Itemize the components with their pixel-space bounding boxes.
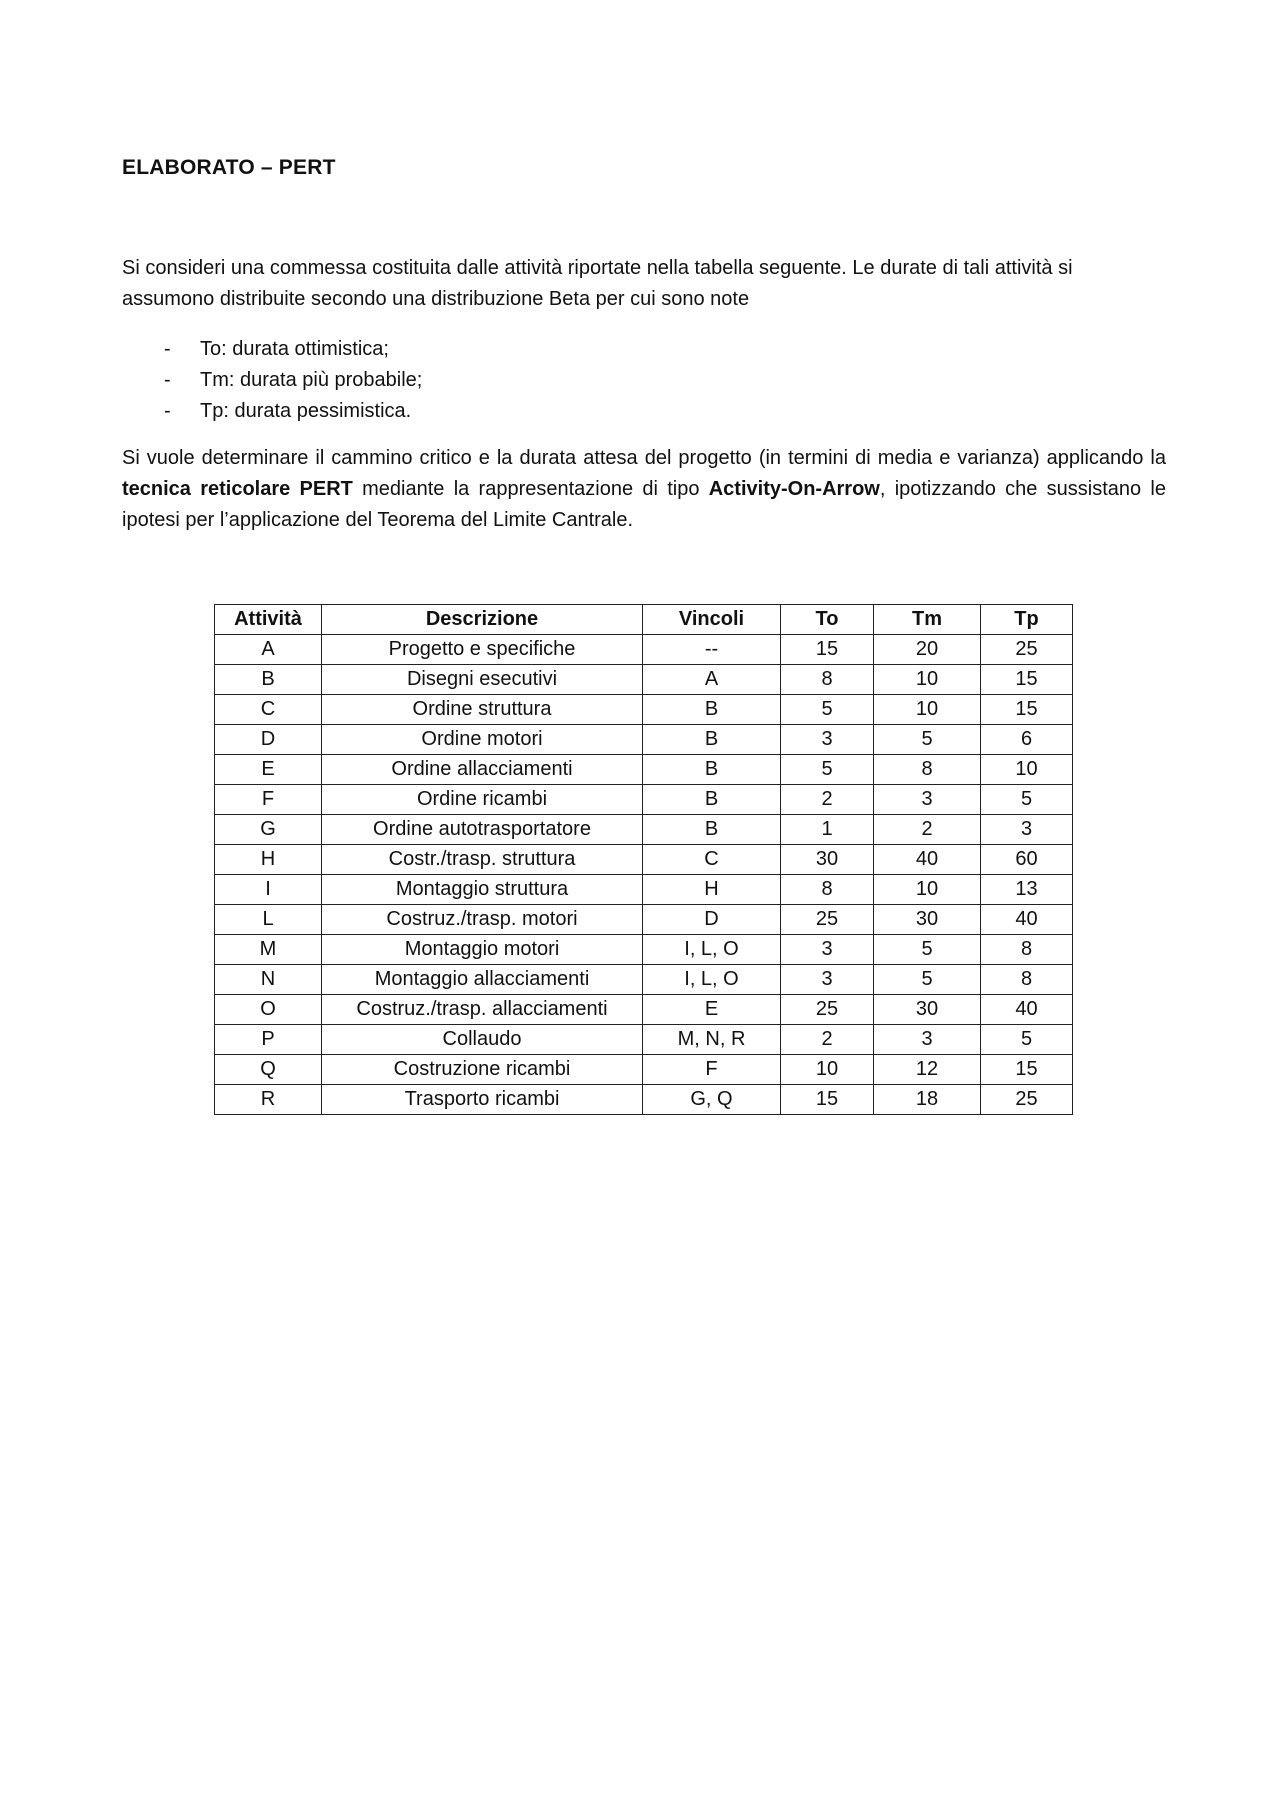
cell-attivita: Q	[215, 1055, 322, 1085]
cell-to: 2	[781, 1025, 874, 1055]
cell-attivita: F	[215, 785, 322, 815]
cell-tp: 15	[981, 695, 1073, 725]
cell-tp: 8	[981, 965, 1073, 995]
table-row	[215, 965, 1073, 995]
cell-tp: 25	[981, 1085, 1073, 1115]
cell-attivita: G	[215, 815, 322, 845]
cell-tm: 12	[874, 1055, 981, 1085]
cell-attivita: H	[215, 845, 322, 875]
cell-tp: 8	[981, 935, 1073, 965]
cell-attivita: I	[215, 875, 322, 905]
goal-bold-pert: tecnica reticolare PERT	[122, 478, 353, 500]
cell-vincoli: D	[643, 905, 781, 935]
cell-descrizione: Ordine struttura	[322, 695, 643, 725]
cell-vincoli: C	[643, 845, 781, 875]
cell-vincoli: H	[643, 875, 781, 905]
cell-attivita: P	[215, 1025, 322, 1055]
cell-tp: 3	[981, 815, 1073, 845]
table-row	[215, 755, 1073, 785]
list-item-text: Tp: durata pessimistica.	[200, 400, 412, 422]
header-attivita: Attività	[215, 605, 322, 635]
cell-tm: 10	[874, 875, 981, 905]
cell-to: 15	[781, 635, 874, 665]
cell-tm: 10	[874, 665, 981, 695]
intro-paragraph: Si consideri una commessa costituita dalle attività riportate nella tabella seguente. Le durate di tali attività si assumono distribuite secondo una distribuzione Beta per cui sono note	[122, 257, 1073, 310]
table-row	[215, 935, 1073, 965]
cell-to: 3	[781, 965, 874, 995]
cell-tp: 40	[981, 995, 1073, 1025]
header-descrizione: Descrizione	[322, 605, 643, 635]
cell-attivita: N	[215, 965, 322, 995]
table-row	[215, 815, 1073, 845]
table-row	[215, 1055, 1073, 1085]
table-header-row	[215, 605, 1073, 635]
list-item	[122, 334, 422, 365]
cell-descrizione: Disegni esecutivi	[322, 665, 643, 695]
cell-descrizione: Costr./trasp. struttura	[322, 845, 643, 875]
cell-tp: 13	[981, 875, 1073, 905]
cell-descrizione: Costruz./trasp. allacciamenti	[322, 995, 643, 1025]
cell-tm: 8	[874, 755, 981, 785]
table-body	[215, 635, 1073, 1115]
table-row	[215, 635, 1073, 665]
cell-to: 3	[781, 935, 874, 965]
cell-tm: 18	[874, 1085, 981, 1115]
cell-attivita: E	[215, 755, 322, 785]
cell-tp: 5	[981, 1025, 1073, 1055]
goal-text-1: Si vuole determinare il cammino critico e la durata attesa del progetto (in termini di media e varianza) applicando la	[122, 447, 1166, 469]
document-title: ELABORATO – PERT	[122, 156, 336, 179]
cell-tp: 40	[981, 905, 1073, 935]
cell-tm: 30	[874, 995, 981, 1025]
table-row	[215, 725, 1073, 755]
cell-tp: 10	[981, 755, 1073, 785]
cell-to: 25	[781, 905, 874, 935]
cell-attivita: A	[215, 635, 322, 665]
header-tm: Tm	[874, 605, 981, 635]
list-item	[122, 365, 422, 396]
cell-tp: 15	[981, 665, 1073, 695]
cell-attivita: M	[215, 935, 322, 965]
table-row	[215, 665, 1073, 695]
cell-tm: 5	[874, 725, 981, 755]
cell-tp: 25	[981, 635, 1073, 665]
cell-vincoli: --	[643, 635, 781, 665]
cell-to: 3	[781, 725, 874, 755]
cell-vincoli: I, L, O	[643, 935, 781, 965]
table-row	[215, 845, 1073, 875]
cell-descrizione: Montaggio motori	[322, 935, 643, 965]
cell-descrizione: Trasporto ricambi	[322, 1085, 643, 1115]
cell-tm: 20	[874, 635, 981, 665]
cell-descrizione: Montaggio struttura	[322, 875, 643, 905]
cell-descrizione: Costruz./trasp. motori	[322, 905, 643, 935]
cell-tp: 60	[981, 845, 1073, 875]
cell-descrizione: Collaudo	[322, 1025, 643, 1055]
bullet-dash: -	[164, 338, 171, 360]
header-to: To	[781, 605, 874, 635]
cell-tm: 3	[874, 785, 981, 815]
cell-descrizione: Ordine ricambi	[322, 785, 643, 815]
cell-tm: 5	[874, 965, 981, 995]
table-row	[215, 1085, 1073, 1115]
cell-to: 8	[781, 665, 874, 695]
cell-to: 2	[781, 785, 874, 815]
cell-attivita: B	[215, 665, 322, 695]
cell-descrizione: Costruzione ricambi	[322, 1055, 643, 1085]
activities-table	[214, 604, 1073, 1115]
cell-attivita: L	[215, 905, 322, 935]
bullet-dash: -	[164, 369, 171, 391]
cell-to: 10	[781, 1055, 874, 1085]
cell-vincoli: B	[643, 815, 781, 845]
list-item-text: Tm: durata più probabile;	[200, 369, 423, 391]
goal-text-2: mediante la rappresentazione di tipo	[352, 478, 709, 500]
cell-attivita: C	[215, 695, 322, 725]
cell-descrizione: Progetto e specifiche	[322, 635, 643, 665]
cell-to: 25	[781, 995, 874, 1025]
goal-text-3: , ipotizzando che sussistano le ipotesi per l’applicazione del Teorema del Limite Cantrale.	[122, 478, 1166, 531]
cell-descrizione: Ordine allacciamenti	[322, 755, 643, 785]
table-row	[215, 905, 1073, 935]
table-row	[215, 995, 1073, 1025]
cell-attivita: R	[215, 1085, 322, 1115]
table-row	[215, 785, 1073, 815]
cell-tm: 40	[874, 845, 981, 875]
cell-descrizione: Ordine motori	[322, 725, 643, 755]
cell-vincoli: M, N, R	[643, 1025, 781, 1055]
cell-attivita: D	[215, 725, 322, 755]
cell-to: 30	[781, 845, 874, 875]
goal-paragraph	[122, 443, 1166, 536]
cell-to: 15	[781, 1085, 874, 1115]
cell-vincoli: F	[643, 1055, 781, 1085]
cell-to: 8	[781, 875, 874, 905]
cell-vincoli: I, L, O	[643, 965, 781, 995]
cell-vincoli: B	[643, 725, 781, 755]
duration-definitions-list	[122, 334, 422, 427]
list-item-text: To: durata ottimistica;	[200, 338, 389, 360]
cell-vincoli: A	[643, 665, 781, 695]
cell-tm: 10	[874, 695, 981, 725]
cell-vincoli: G, Q	[643, 1085, 781, 1115]
cell-vincoli: E	[643, 995, 781, 1025]
header-vincoli: Vincoli	[643, 605, 781, 635]
cell-attivita: O	[215, 995, 322, 1025]
cell-tp: 6	[981, 725, 1073, 755]
goal-bold-aoa: Activity-On-Arrow	[708, 478, 880, 500]
table-row	[215, 1025, 1073, 1055]
cell-tp: 15	[981, 1055, 1073, 1085]
bullet-dash: -	[164, 400, 171, 422]
cell-vincoli: B	[643, 695, 781, 725]
table-row	[215, 695, 1073, 725]
list-item	[122, 396, 422, 427]
cell-vincoli: B	[643, 785, 781, 815]
cell-vincoli: B	[643, 755, 781, 785]
cell-tm: 5	[874, 935, 981, 965]
cell-to: 1	[781, 815, 874, 845]
table-row	[215, 875, 1073, 905]
cell-tm: 3	[874, 1025, 981, 1055]
cell-tm: 30	[874, 905, 981, 935]
cell-descrizione: Montaggio allacciamenti	[322, 965, 643, 995]
cell-tp: 5	[981, 785, 1073, 815]
cell-to: 5	[781, 755, 874, 785]
cell-descrizione: Ordine autotrasportatore	[322, 815, 643, 845]
cell-to: 5	[781, 695, 874, 725]
cell-tm: 2	[874, 815, 981, 845]
header-tp: Tp	[981, 605, 1073, 635]
